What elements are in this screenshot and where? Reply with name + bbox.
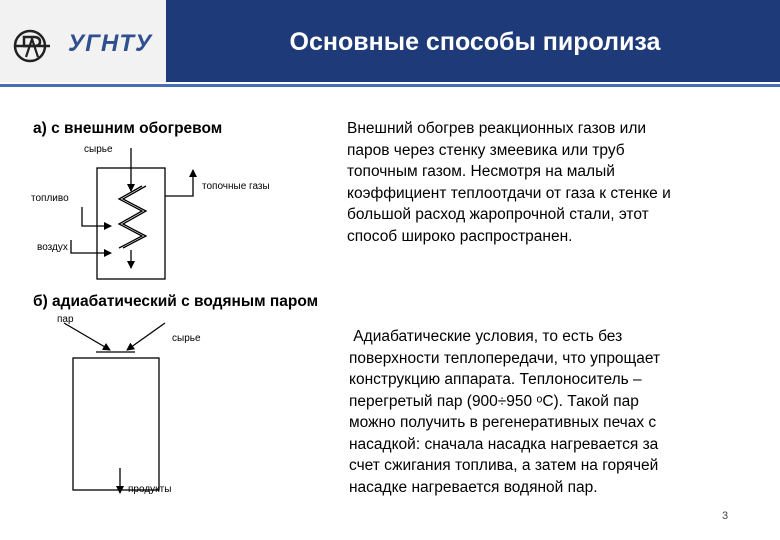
text-line: коэффициент теплоотдачи от газа к стенке и: [347, 184, 671, 202]
section-b-heading: б) адиабатический с водяным паром: [33, 293, 319, 310]
text-line: счет сжигания топлива, а затем на горячей: [349, 457, 659, 474]
text-line: топочным газом. Несмотря на малый: [347, 163, 615, 180]
text-line: Внешний обогрев реакционных газов или: [347, 120, 647, 137]
label-feed-a: сырье: [84, 144, 113, 155]
adiabatic-reactor-diagram: [64, 323, 165, 493]
text-line: поверхности теплопередачи, что упрощает: [349, 349, 661, 367]
furnace-diagram: [71, 148, 193, 279]
reactor-box: [73, 358, 159, 490]
air-arrow: [71, 240, 111, 253]
section-a-heading: а) с внешним обогревом: [33, 120, 223, 137]
text-line: насадке нагревается водяной пар.: [349, 478, 598, 496]
label-products: продукты: [128, 484, 172, 495]
label-fuel: топливо: [31, 193, 69, 204]
text-line: насадкой: сначала насадка нагревается за: [349, 435, 659, 453]
logo-text: УГНТУ: [68, 30, 153, 57]
feed-arrow-b: [127, 323, 165, 350]
page-number: 3: [722, 510, 729, 522]
text-line: можно получить в регенеративных печах с: [349, 414, 657, 431]
text-line: большой расход жаропрочной стали, этот: [347, 206, 649, 223]
label-steam: пар: [57, 314, 74, 325]
steam-arrow: [64, 323, 110, 350]
text-line: конструкцию аппарата. Теплоноситель –: [349, 371, 642, 388]
label-feed-b: сырье: [172, 333, 201, 344]
flue-gas-arrow: [165, 170, 193, 196]
text-line: Адиабатические условия, то есть без: [349, 328, 623, 345]
text-line: способ широко распространен.: [347, 227, 573, 245]
label-flue-gases: топочные газы: [202, 181, 270, 192]
label-air: воздух: [37, 242, 68, 253]
text-line: перегретый пар (900÷950 ᵒС). Такой пар: [349, 392, 639, 410]
text-line: паров через стенку змеевика или труб: [347, 141, 625, 159]
section-a-text: [347, 118, 671, 247]
slide-title: Основные способы пиролиза: [289, 28, 661, 56]
section-b-text: [349, 326, 660, 498]
